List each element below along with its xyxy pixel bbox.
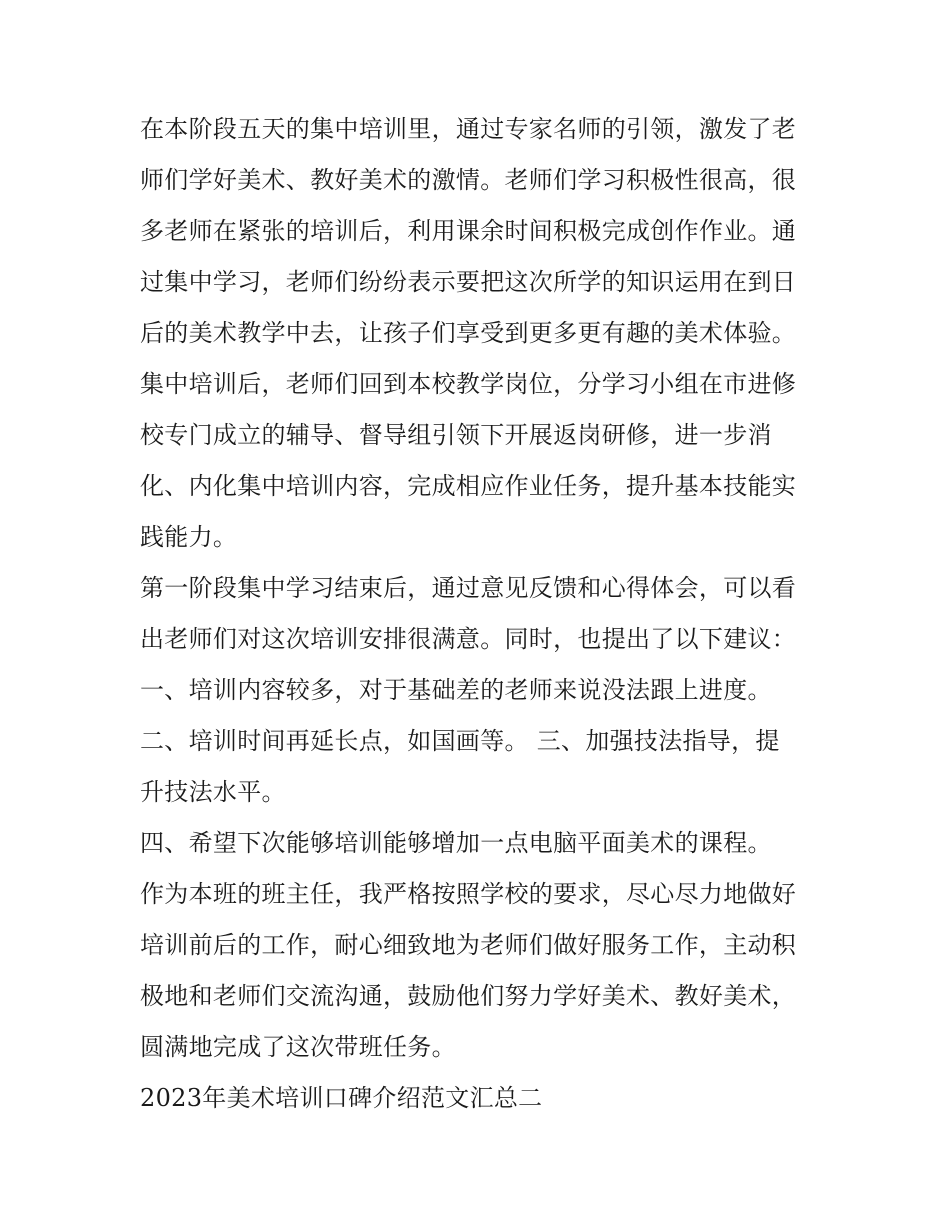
text-line: 后的美术教学中去，让孩子们享受到更多更有趣的美术体验。 xyxy=(140,319,797,347)
text-line: 多老师在紧张的培训后，利用课余时间积极完成创作作业。通 xyxy=(140,217,797,245)
section-heading: 2023年美术培训口碑介绍范文汇总二 xyxy=(140,1084,543,1112)
text-line: 校专门成立的辅导、督导组引领下开展返岗研修，进一步消 xyxy=(140,421,772,449)
text-line: 一、培训内容较多，对于基础差的老师来说没法跟上进度。 xyxy=(140,676,772,704)
text-line: 第一阶段集中学习结束后，通过意见反馈和心得体会，可以看 xyxy=(140,574,797,602)
text-line: 极地和老师们交流沟通，鼓励他们努力学好美术、教好美术， xyxy=(140,982,797,1010)
text-line: 作为本班的班主任，我严格按照学校的要求，尽心尽力地做好 xyxy=(140,880,797,908)
text-line: 师们学好美术、教好美术的激情。老师们学习积极性很高，很 xyxy=(140,166,797,194)
text-line: 圆满地完成了这次带班任务。 xyxy=(140,1033,456,1061)
text-line: 集中培训后，老师们回到本校教学岗位，分学习小组在市进修 xyxy=(140,370,797,398)
text-line: 化、内化集中培训内容，完成相应作业任务，提升基本技能实 xyxy=(140,472,797,500)
text-line: 在本阶段五天的集中培训里，通过专家名师的引领，激发了老 xyxy=(140,115,797,143)
text-line: 出老师们对这次培训安排很满意。同时，也提出了以下建议： xyxy=(140,625,797,653)
text-line: 升技法水平。 xyxy=(140,778,286,806)
document-body xyxy=(140,104,820,1124)
text-line: 二、培训时间再延长点，如国画等。 三、加强技法指导，提 xyxy=(140,727,780,755)
text-line: 四、希望下次能够培训能够增加一点电脑平面美术的课程。 xyxy=(140,829,772,857)
text-line: 培训前后的工作，耐心细致地为老师们做好服务工作，主动积 xyxy=(140,931,797,959)
text-line: 践能力。 xyxy=(140,523,238,551)
text-line: 过集中学习，老师们纷纷表示要把这次所学的知识运用在到日 xyxy=(140,268,797,296)
